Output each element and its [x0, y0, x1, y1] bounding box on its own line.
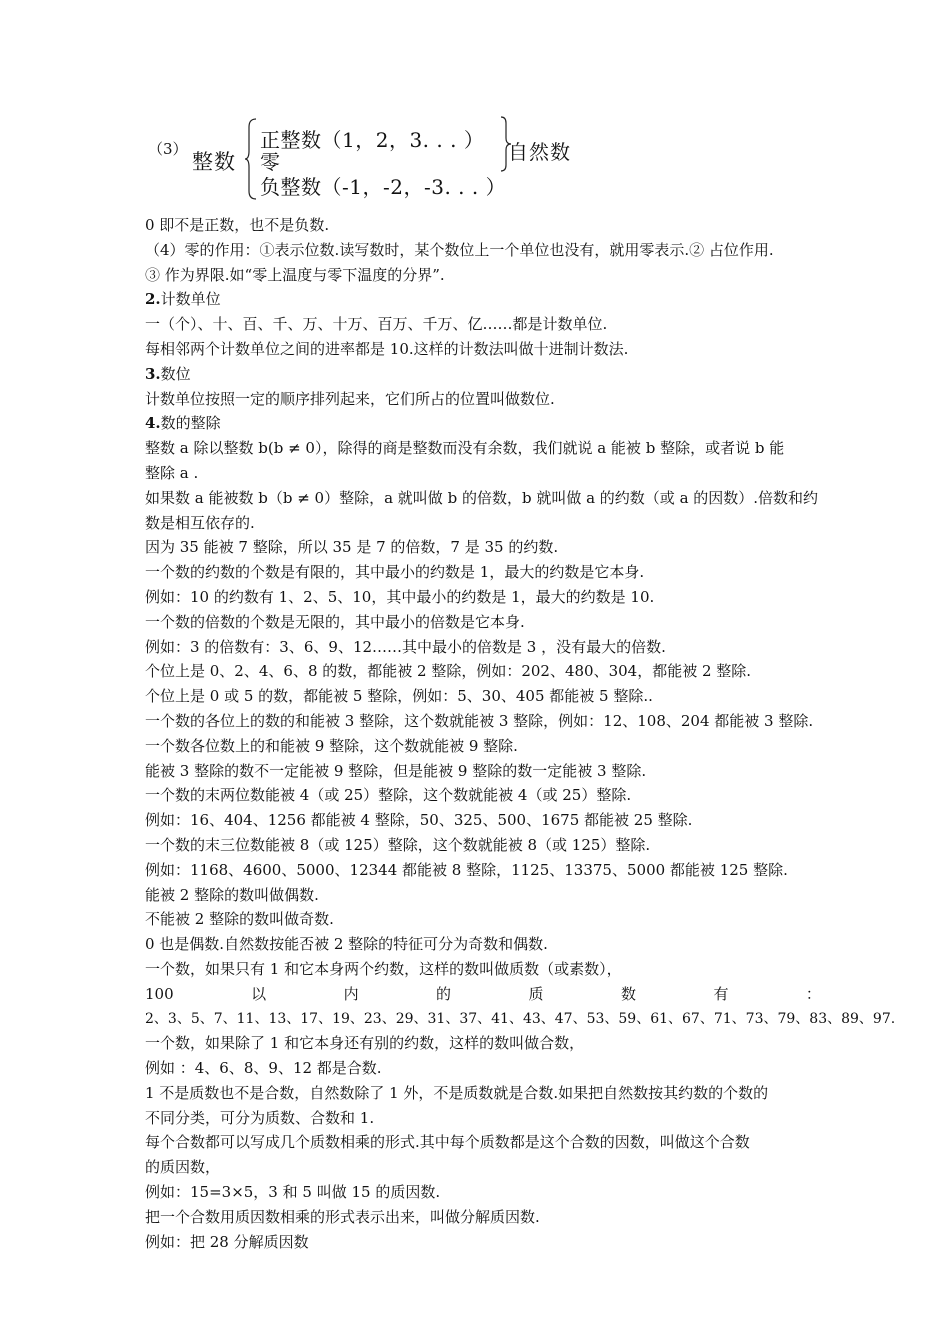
text-line: 的质因数，: [145, 1158, 221, 1177]
heading-text: 计数单位: [160, 290, 221, 309]
item-label-3: （3）: [148, 140, 188, 158]
text-line: 一个数的约数的个数是有限的，其中最小的约数是 1，最大的约数是它本身.: [145, 563, 645, 582]
integer-classification-diagram: [148, 112, 608, 202]
section-heading-4: [145, 411, 825, 436]
text-line: 不同分类，可分为质数、合数和 1.: [145, 1108, 375, 1127]
text-line: 一个数，如果除了 1 和它本身还有别的约数，这样的数叫做合数，: [145, 1034, 585, 1053]
text-line: 2、3、5、7、11、13、17、19、23、29、31、37、41、43、47、53、59、61、67、71、73、79、83、89、97.: [145, 1010, 896, 1027]
heading-text: 数位: [160, 364, 191, 383]
word: 的: [436, 984, 452, 1003]
zero-item: 零: [260, 150, 281, 174]
text-line: 计数单位按照一定的顺序排列起来，它们所占的位置叫做数位.: [145, 389, 555, 408]
text-line: 例如：16、404、1256 都能被 4 整除，50、325、500、1675 都能被 25 整除.: [145, 811, 693, 830]
text-line: 一个数的倍数的个数是无限的，其中最小的倍数是它本身.: [145, 612, 525, 631]
text-line: 每个合数都可以写成几个质数相乘的形式.其中每个质数都是这个合数的因数，叫做这个合数: [145, 1133, 750, 1152]
text-line: 个位上是 0、2、4、6、8 的数，都能被 2 整除，例如：202、480、304，都能被 2 整除.: [145, 662, 752, 681]
text-line: 例如 ：4、6、8、9、12 都是合数.: [145, 1059, 382, 1078]
text-line: 一（个）、十、百、千、万、十万、百万、千万、亿……都是计数单位.: [145, 315, 608, 334]
text-line: 例如：3 的倍数有：3、6、9、12……其中最小的倍数是 3 ，没有最大的倍数.: [145, 637, 666, 656]
text-line: 因为 35 能被 7 整除，所以 35 是 7 的倍数，7 是 35 的约数.: [145, 538, 559, 557]
text-line: 一个数，如果只有 1 和它本身两个约数，这样的数叫做质数（或素数），: [145, 959, 622, 978]
text-line: 把一个合数用质因数相乘的形式表示出来，叫做分解质因数.: [145, 1207, 540, 1226]
text-line: 一个数的末两位数能被 4（或 25）整除，这个数就能被 4（或 25）整除.: [145, 786, 632, 805]
text-line: 能被 3 整除的数不一定能被 9 整除，但是能被 9 整除的数一定能被 3 整除.: [145, 761, 647, 780]
word: ：: [805, 984, 821, 1003]
text-line: 每相邻两个计数单位之间的进率都是 10.这样的计数法叫做十进制计数法.: [145, 339, 629, 358]
section-heading-3: [145, 362, 825, 387]
text-line: 例如：10 的约数有 1、2、5、10，其中最小的约数是 1，最大的约数是 10.: [145, 587, 655, 606]
section-heading-2: [145, 287, 825, 312]
integer-term: 整数: [192, 150, 236, 174]
text-line: 0 也是偶数.自然数按能否被 2 整除的特征可分为奇数和偶数.: [145, 935, 548, 954]
body-text: [145, 213, 896, 1254]
left-brace: [244, 118, 258, 200]
word: 内: [343, 984, 359, 1003]
heading-number: 2.: [145, 290, 161, 309]
text-line: 例如：把 28 分解质因数: [145, 1232, 309, 1251]
heading-number: 3.: [145, 364, 161, 383]
natural-number-term: 自然数: [508, 140, 571, 164]
text-line: ③ 作为界限.如“零上温度与零下温度的分界”.: [145, 265, 445, 284]
word: 数: [620, 984, 636, 1003]
text-line: 1 不是质数也不是合数，自然数除了 1 外，不是质数就是合数.如果把自然数按其约数的个数的: [145, 1083, 769, 1102]
heading-text: 数的整除: [160, 414, 221, 433]
text-line: 一个数的各位上的数的和能被 3 整除，这个数就能被 3 整除，例如：12、108、204 都能被 3 整除.: [145, 711, 814, 730]
text-line: （4）零的作用：①表示位数.读写数时，某个数位上一个单位也没有，就用零表示.② 占位作用.: [145, 240, 774, 259]
text-line: 例如：15=3×5，3 和 5 叫做 15 的质因数.: [145, 1183, 441, 1202]
text-line: 整数 a 除以整数 b(b ≠ 0），除得的商是整数而没有余数，我们就说 a 能被 b 整除，或者说 b 能: [145, 439, 785, 458]
text-line: 能被 2 整除的数叫做偶数.: [145, 885, 319, 904]
text-line: 一个数各位数上的和能被 9 整除，这个数就能被 9 整除.: [145, 736, 518, 755]
justified-text-line: [145, 982, 821, 1007]
text-line: 0 即不是正数，也不是负数.: [145, 216, 330, 234]
heading-number: 4.: [145, 414, 161, 433]
negative-integer-item: 负整数（-1，-2，-3. . . ）: [260, 175, 507, 199]
positive-integer-item: 正整数（1，2，3. . . ）: [260, 128, 485, 152]
text-line: 不能被 2 整除的数叫做奇数.: [145, 910, 334, 929]
text-line: 一个数的末三位数能被 8（或 125）整除，这个数就能被 8（或 125）整除.: [145, 835, 651, 854]
text-line: 个位上是 0 或 5 的数，都能被 5 整除，例如：5、30、405 都能被 5 整除..: [145, 687, 653, 706]
text-line: 如果数 a 能被数 b（b ≠ 0）整除，a 就叫做 b 的倍数，b 就叫做 a 的约数（或 a 的因数）.倍数和约: [145, 488, 819, 507]
text-line: 例如：1168、4600、5000、12344 都能被 8 整除，1125、13375、5000 都能被 125 整除.: [145, 860, 788, 879]
word: 以: [251, 984, 267, 1003]
word: 有: [713, 984, 729, 1003]
text-line: 数是相互依存的.: [145, 513, 255, 532]
word: 质: [528, 984, 544, 1003]
text-line: 整除 a .: [145, 463, 199, 482]
word: 100: [145, 984, 174, 1003]
